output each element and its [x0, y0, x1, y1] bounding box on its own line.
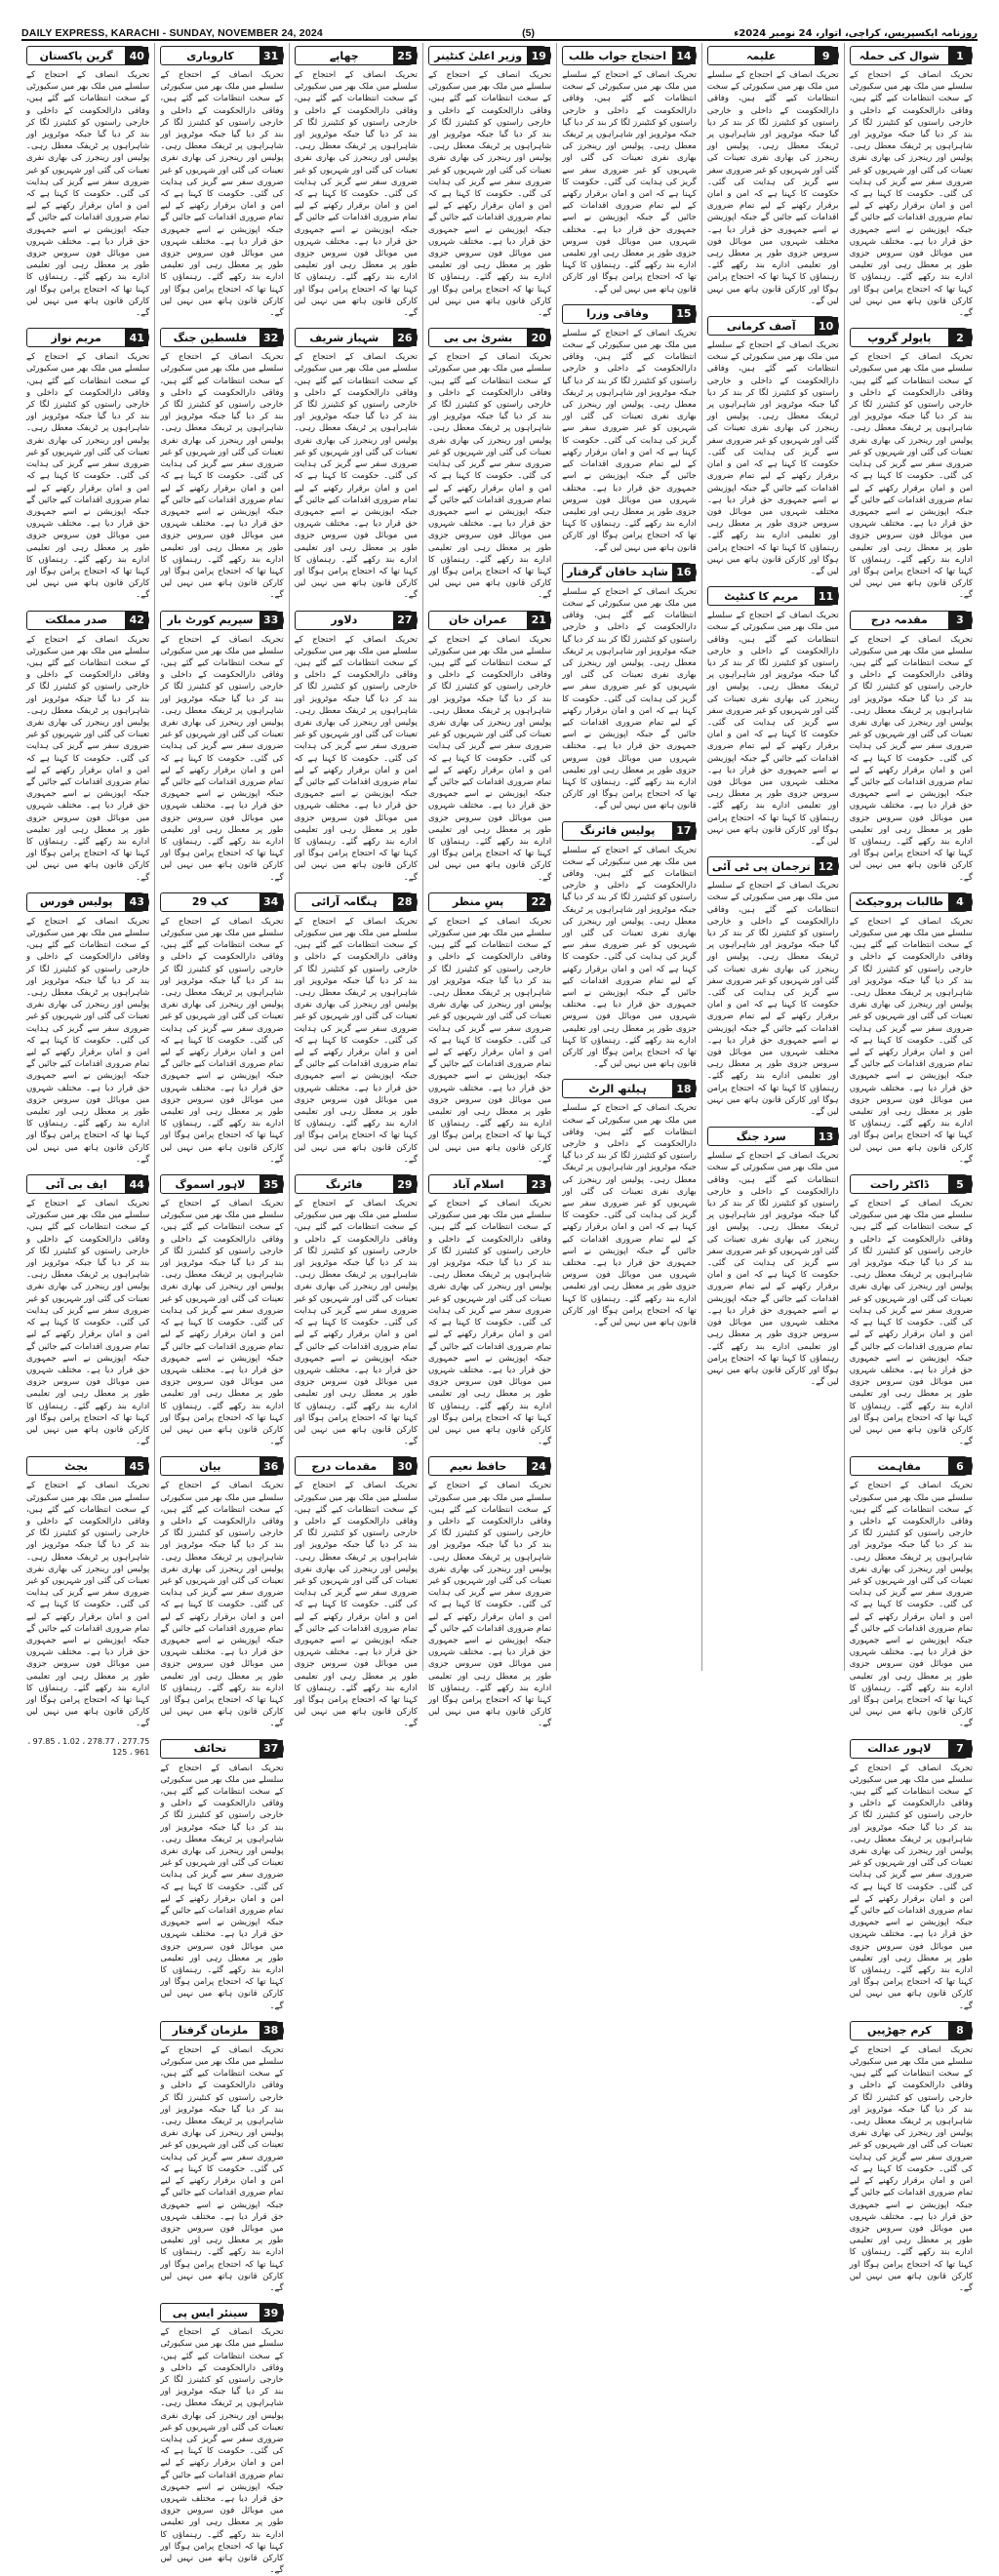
story-body: تحریک انصاف کے احتجاج کے سلسلے میں ملک بھر میں سکیورٹی کے سخت انتظامات کیے گئے ہیں، وفاقی دارالحکومت کے داخلی و خارجی راستوں کو کنٹینرز لگا کر بند کر دیا گیا جبکہ موٹرویز اور شاہراہوں پر ٹریفک معطل رہی۔ پولیس اور رینجرز کی بھاری نفری تعینات کی گئی اور شہریوں کو غیر ضروری سفر سے گریز کی ہدایت کی گئی۔ حکومت کا کہنا ہے کہ امن و امان برقرار رکھنے کے لیے تمام ضروری اقدامات کیے جائیں گے جبکہ اپوزیشن نے اسے جمہوری حق قرار دیا ہے۔ مختلف شہروں میں موبائل فون سروس جزوی طور پر معطل رہی اور تعلیمی ادارے بند رکھے گئے۔ رہنماؤں کا کہنا تھا کہ احتجاج پرامن ہوگا اور کارکن قانون ہاتھ میں نہیں لیں گے۔: [706, 881, 839, 1118]
story-title: وزیر اعلیٰ کنٹینر: [434, 49, 523, 62]
story-body: تحریک انصاف کے احتجاج کے سلسلے میں ملک بھر میں سکیورٹی کے سخت انتظامات کیے گئے ہیں، وفاقی دارالحکومت کے داخلی و خارجی راستوں کو کنٹینرز لگا کر بند کر دیا گیا جبکہ موٹرویز اور شاہراہوں پر ٹریفک معطل رہی۔ پولیس اور رینجرز کی بھاری نفری تعینات کی گئی اور شہریوں کو غیر ضروری سفر سے گریز کی ہدایت کی گئی۔ حکومت کا کہنا ہے کہ امن و امان برقرار رکھنے کے لیے تمام ضروری اقدامات کیے جائیں گے جبکہ اپوزیشن نے اسے جمہوری حق قرار دیا ہے۔ مختلف شہروں میں موبائل فون سروس جزوی طور پر معطل رہی اور تعلیمی ادارے بند رکھے گئے۔ رہنماؤں کا کہنا تھا کہ احتجاج پرامن ہوگا اور کارکن قانون ہاتھ میں نہیں لیں گے۔: [294, 916, 418, 1165]
news-story: [850, 608, 973, 884]
story-header: [295, 328, 418, 347]
story-number: 35: [260, 1175, 283, 1193]
news-story: [428, 1453, 551, 1729]
masthead: [21, 18, 978, 41]
story-body: تحریک انصاف کے احتجاج کے سلسلے میں ملک بھر میں سکیورٹی کے سخت انتظامات کیے گئے ہیں، وفاقی دارالحکومت کے داخلی و خارجی راستوں کو کنٹینرز لگا کر بند کر دیا گیا جبکہ موٹرویز اور شاہراہوں پر ٹریفک معطل رہی۔ پولیس اور رینجرز کی بھاری نفری تعینات کی گئی اور شہریوں کو غیر ضروری سفر سے گریز کی ہدایت کی گئی۔ حکومت کا کہنا ہے کہ امن و امان برقرار رکھنے کے لیے تمام ضروری اقدامات کیے جائیں گے جبکہ اپوزیشن نے اسے جمہوری حق قرار دیا ہے۔ مختلف شہروں میں موبائل فون سروس جزوی طور پر معطل رہی اور تعلیمی ادارے بند رکھے گئے۔ رہنماؤں کا کہنا تھا کہ احتجاج پرامن ہوگا اور کارکن قانون ہاتھ میں نہیں لیں گے۔: [706, 340, 839, 576]
story-number: 37: [260, 1740, 283, 1758]
story-body: تحریک انصاف کے احتجاج کے سلسلے میں ملک بھر میں سکیورٹی کے سخت انتظامات کیے گئے ہیں، وفاقی دارالحکومت کے داخلی و خارجی راستوں کو کنٹینرز لگا کر بند کر دیا گیا جبکہ موٹرویز اور شاہراہوں پر ٹریفک معطل رہی۔ پولیس اور رینجرز کی بھاری نفری تعینات کی گئی اور شہریوں کو غیر ضروری سفر سے گریز کی ہدایت کی گئی۔ حکومت کا کہنا ہے کہ امن و امان برقرار رکھنے کے لیے تمام ضروری اقدامات کیے جائیں گے جبکہ اپوزیشن نے اسے جمہوری حق قرار دیا ہے۔ مختلف شہروں میں موبائل فون سروس جزوی طور پر معطل رہی اور تعلیمی ادارے بند رکھے گئے۔ رہنماؤں کا کہنا تھا کہ احتجاج پرامن ہوگا اور کارکن قانون ہاتھ میں نہیں لیں گے۔: [294, 352, 418, 601]
story-header: [160, 611, 283, 630]
story-header: [562, 304, 697, 324]
story-header: [26, 892, 149, 912]
story-title: ایف بی آئی: [45, 1177, 107, 1191]
news-story: [160, 1736, 283, 2012]
story-number: 32: [260, 329, 283, 346]
story-number: 7: [948, 1740, 972, 1758]
story-header: [850, 1739, 973, 1759]
news-story: [428, 43, 551, 319]
story-title: پولیس فائرنگ: [579, 824, 656, 838]
news-story: [26, 1453, 149, 1729]
news-story: [562, 818, 697, 1071]
news-story: [428, 325, 551, 601]
story-header: [707, 856, 839, 876]
news-story: [160, 1453, 283, 1729]
story-header: [850, 1174, 973, 1194]
story-body: تحریک انصاف کے احتجاج کے سلسلے میں ملک بھر میں سکیورٹی کے سخت انتظامات کیے گئے ہیں، وفاقی دارالحکومت کے داخلی و خارجی راستوں کو کنٹینرز لگا کر بند کر دیا گیا جبکہ موٹرویز اور شاہراہوں پر ٹریفک معطل رہی۔ پولیس اور رینجرز کی بھاری نفری تعینات کی گئی اور شہریوں کو غیر ضروری سفر سے گریز کی ہدایت کی گئی۔ حکومت کا کہنا ہے کہ امن و امان برقرار رکھنے کے لیے تمام ضروری اقدامات کیے جائیں گے جبکہ اپوزیشن نے اسے جمہوری حق قرار دیا ہے۔ مختلف شہروں میں موبائل فون سروس جزوی طور پر معطل رہی اور تعلیمی ادارے بند رکھے گئے۔ رہنماؤں کا کہنا تھا کہ احتجاج پرامن ہوگا اور کارکن قانون ہاتھ میں نہیں لیں گے۔: [294, 70, 418, 319]
story-number: 44: [125, 1175, 148, 1193]
news-story: [562, 43, 697, 296]
news-column: [556, 43, 701, 1671]
story-number: 11: [815, 587, 838, 605]
story-title: ہنگامہ آرائی: [310, 895, 378, 909]
market-figures: 277.75 ، 278.77 ، 1.02 ، 97.85 ، 961 ، 125: [27, 1736, 150, 1757]
story-header: [26, 46, 149, 65]
story-body: تحریک انصاف کے احتجاج کے سلسلے میں ملک بھر میں سکیورٹی کے سخت انتظامات کیے گئے ہیں، وفاقی دارالحکومت کے داخلی و خارجی راستوں کو کنٹینرز لگا کر بند کر دیا گیا جبکہ موٹرویز اور شاہراہوں پر ٹریفک معطل رہی۔ پولیس اور رینجرز کی بھاری نفری تعینات کی گئی اور شہریوں کو غیر ضروری سفر سے گریز کی ہدایت کی گئی۔ حکومت کا کہنا ہے کہ امن و امان برقرار رکھنے کے لیے تمام ضروری اقدامات کیے جائیں گے جبکہ اپوزیشن نے اسے جمہوری حق قرار دیا ہے۔ مختلف شہروں میں موبائل فون سروس جزوی طور پر معطل رہی اور تعلیمی ادارے بند رکھے گئے۔ رہنماؤں کا کہنا تھا کہ احتجاج پرامن ہوگا اور کارکن قانون ہاتھ میں نہیں لیں گے۔: [26, 916, 150, 1165]
story-number: 38: [260, 2022, 283, 2040]
story-body: تحریک انصاف کے احتجاج کے سلسلے میں ملک بھر میں سکیورٹی کے سخت انتظامات کیے گئے ہیں، وفاقی دارالحکومت کے داخلی و خارجی راستوں کو کنٹینرز لگا کر بند کر دیا گیا جبکہ موٹرویز اور شاہراہوں پر ٹریفک معطل رہی۔ پولیس اور رینجرز کی بھاری نفری تعینات کی گئی اور شہریوں کو غیر ضروری سفر سے گریز کی ہدایت کی گئی۔ حکومت کا کہنا ہے کہ امن و امان برقرار رکھنے کے لیے تمام ضروری اقدامات کیے جائیں گے جبکہ اپوزیشن نے اسے جمہوری حق قرار دیا ہے۔ مختلف شہروں میں موبائل فون سروس جزوی طور پر معطل رہی اور تعلیمی ادارے بند رکھے گئے۔ رہنماؤں کا کہنا تھا کہ احتجاج پرامن ہوگا اور کارکن قانون ہاتھ میں نہیں لیں گے۔: [26, 70, 150, 319]
news-story: [850, 1736, 973, 2012]
story-body: تحریک انصاف کے احتجاج کے سلسلے میں ملک بھر میں سکیورٹی کے سخت انتظامات کیے گئے ہیں، وفاقی دارالحکومت کے داخلی و خارجی راستوں کو کنٹینرز لگا کر بند کر دیا گیا جبکہ موٹرویز اور شاہراہوں پر ٹریفک معطل رہی۔ پولیس اور رینجرز کی بھاری نفری تعینات کی گئی اور شہریوں کو غیر ضروری سفر سے گریز کی ہدایت کی گئی۔ حکومت کا کہنا ہے کہ امن و امان برقرار رکھنے کے لیے تمام ضروری اقدامات کیے جائیں گے جبکہ اپوزیشن نے اسے جمہوری حق قرار دیا ہے۔ مختلف شہروں میں موبائل فون سروس جزوی طور پر معطل رہی اور تعلیمی ادارے بند رکھے گئے۔ رہنماؤں کا کہنا تھا کہ احتجاج پرامن ہوگا اور کارکن قانون ہاتھ میں نہیں لیں گے۔: [706, 611, 839, 847]
story-title: ڈاکٹر راحت: [869, 1177, 929, 1191]
story-header: [850, 46, 973, 65]
story-title: عمران خان: [449, 614, 508, 627]
news-column: [422, 43, 556, 1729]
story-header: [707, 316, 839, 336]
story-header: [160, 892, 283, 912]
news-story: [428, 890, 551, 1166]
story-body: تحریک انصاف کے احتجاج کے سلسلے میں ملک بھر میں سکیورٹی کے سخت انتظامات کیے گئے ہیں، وفاقی دارالحکومت کے داخلی و خارجی راستوں کو کنٹینرز لگا کر بند کر دیا گیا جبکہ موٹرویز اور شاہراہوں پر ٹریفک معطل رہی۔ پولیس اور رینجرز کی بھاری نفری تعینات کی گئی اور شہریوں کو غیر ضروری سفر سے گریز کی ہدایت کی گئی۔ حکومت کا کہنا ہے کہ امن و امان برقرار رکھنے کے لیے تمام ضروری اقدامات کیے جائیں گے جبکہ اپوزیشن نے اسے جمہوری حق قرار دیا ہے۔ مختلف شہروں میں موبائل فون سروس جزوی طور پر معطل رہی اور تعلیمی ادارے بند رکھے گئے۔ رہنماؤں کا کہنا تھا کہ احتجاج پرامن ہوگا اور کارکن قانون ہاتھ میں نہیں لیں گے۔: [160, 2044, 284, 2293]
story-title: احتجاج جواب طلب: [569, 49, 667, 62]
story-header: [428, 892, 551, 912]
story-body: تحریک انصاف کے احتجاج کے سلسلے میں ملک بھر میں سکیورٹی کے سخت انتظامات کیے گئے ہیں، وفاقی دارالحکومت کے داخلی و خارجی راستوں کو کنٹینرز لگا کر بند کر دیا گیا جبکہ موٹرویز اور شاہراہوں پر ٹریفک معطل رہی۔ پولیس اور رینجرز کی بھاری نفری تعینات کی گئی اور شہریوں کو غیر ضروری سفر سے گریز کی ہدایت کی گئی۔ حکومت کا کہنا ہے کہ امن و امان برقرار رکھنے کے لیے تمام ضروری اقدامات کیے جائیں گے جبکہ اپوزیشن نے اسے جمہوری حق قرار دیا ہے۔ مختلف شہروں میں موبائل فون سروس جزوی طور پر معطل رہی اور تعلیمی ادارے بند رکھے گئے۔ رہنماؤں کا کہنا تھا کہ احتجاج پرامن ہوگا اور کارکن قانون ہاتھ میں نہیں لیں گے۔: [427, 70, 552, 319]
story-header: [850, 2021, 973, 2041]
news-story: [160, 325, 283, 601]
story-body: تحریک انصاف کے احتجاج کے سلسلے میں ملک بھر میں سکیورٹی کے سخت انتظامات کیے گئے ہیں، وفاقی دارالحکومت کے داخلی و خارجی راستوں کو کنٹینرز لگا کر بند کر دیا گیا جبکہ موٹرویز اور شاہراہوں پر ٹریفک معطل رہی۔ پولیس اور رینجرز کی بھاری نفری تعینات کی گئی اور شہریوں کو غیر ضروری سفر سے گریز کی ہدایت کی گئی۔ حکومت کا کہنا ہے کہ امن و امان برقرار رکھنے کے لیے تمام ضروری اقدامات کیے جائیں گے جبکہ اپوزیشن نے اسے جمہوری حق قرار دیا ہے۔ مختلف شہروں میں موبائل فون سروس جزوی طور پر معطل رہی اور تعلیمی ادارے بند رکھے گئے۔ رہنماؤں کا کہنا تھا کہ احتجاج پرامن ہوگا اور کارکن قانون ہاتھ میں نہیں لیں گے۔: [562, 1103, 697, 1328]
news-story: [26, 1171, 149, 1447]
story-number: 2: [948, 329, 972, 346]
story-body: تحریک انصاف کے احتجاج کے سلسلے میں ملک بھر میں سکیورٹی کے سخت انتظامات کیے گئے ہیں، وفاقی دارالحکومت کے داخلی و خارجی راستوں کو کنٹینرز لگا کر بند کر دیا گیا جبکہ موٹرویز اور شاہراہوں پر ٹریفک معطل رہی۔ پولیس اور رینجرز کی بھاری نفری تعینات کی گئی اور شہریوں کو غیر ضروری سفر سے گریز کی ہدایت کی گئی۔ حکومت کا کہنا ہے کہ امن و امان برقرار رکھنے کے لیے تمام ضروری اقدامات کیے جائیں گے جبکہ اپوزیشن نے اسے جمہوری حق قرار دیا ہے۔ مختلف شہروں میں موبائل فون سروس جزوی طور پر معطل رہی اور تعلیمی ادارے بند رکھے گئے۔ رہنماؤں کا کہنا تھا کہ احتجاج پرامن ہوگا اور کارکن قانون ہاتھ میں نہیں لیں گے۔: [562, 586, 697, 812]
story-header: [562, 46, 697, 65]
news-story: [26, 890, 149, 1166]
news-story: [850, 1453, 973, 1729]
story-title: شوال کی حملہ: [859, 49, 940, 62]
story-number: 27: [393, 612, 417, 629]
story-header: [850, 611, 973, 630]
story-title: پسِ منظر: [452, 895, 504, 909]
news-story: [295, 890, 418, 1166]
story-header: [160, 328, 283, 347]
story-number: 16: [672, 564, 696, 581]
story-header: [26, 328, 149, 347]
story-body: تحریک انصاف کے احتجاج کے سلسلے میں ملک بھر میں سکیورٹی کے سخت انتظامات کیے گئے ہیں، وفاقی دارالحکومت کے داخلی و خارجی راستوں کو کنٹینرز لگا کر بند کر دیا گیا جبکہ موٹرویز اور شاہراہوں پر ٹریفک معطل رہی۔ پولیس اور رینجرز کی بھاری نفری تعینات کی گئی اور شہریوں کو غیر ضروری سفر سے گریز کی ہدایت کی گئی۔ حکومت کا کہنا ہے کہ امن و امان برقرار رکھنے کے لیے تمام ضروری اقدامات کیے جائیں گے جبکہ اپوزیشن نے اسے جمہوری حق قرار دیا ہے۔ مختلف شہروں میں موبائل فون سروس جزوی طور پر معطل رہی اور تعلیمی ادارے بند رکھے گئے۔ رہنماؤں کا کہنا تھا کہ احتجاج پرامن ہوگا اور کارکن قانون ہاتھ میں نہیں لیں گے۔: [160, 1481, 284, 1729]
story-number: 13: [815, 1128, 838, 1145]
story-number: 31: [260, 47, 283, 64]
story-body: تحریک انصاف کے احتجاج کے سلسلے میں ملک بھر میں سکیورٹی کے سخت انتظامات کیے گئے ہیں، وفاقی دارالحکومت کے داخلی و خارجی راستوں کو کنٹینرز لگا کر بند کر دیا گیا جبکہ موٹرویز اور شاہراہوں پر ٹریفک معطل رہی۔ پولیس اور رینجرز کی بھاری نفری تعینات کی گئی اور شہریوں کو غیر ضروری سفر سے گریز کی ہدایت کی گئی۔ حکومت کا کہنا ہے کہ امن و امان برقرار رکھنے کے لیے تمام ضروری اقدامات کیے جائیں گے جبکہ اپوزیشن نے اسے جمہوری حق قرار دیا ہے۔ مختلف شہروں میں موبائل فون سروس جزوی طور پر معطل رہی اور تعلیمی ادارے بند رکھے گئے۔ رہنماؤں کا کہنا تھا کہ احتجاج پرامن ہوگا اور کارکن قانون ہاتھ میں نہیں لیں گے۔: [160, 1199, 284, 1447]
story-number: 4: [948, 893, 972, 911]
story-title: کپ 29: [191, 895, 229, 909]
news-story: [295, 325, 418, 601]
story-title: شہباز شریف: [309, 331, 380, 344]
story-header: [428, 328, 551, 347]
story-number: 25: [393, 47, 417, 64]
story-number: 1: [948, 47, 972, 64]
story-title: مقدمہ درج: [870, 614, 928, 627]
masthead-urdu-date: روزنامہ ایکسپریس، کراچی، اتوار، 24 نومبر 2024ء: [734, 28, 978, 39]
story-body: تحریک انصاف کے احتجاج کے سلسلے میں ملک بھر میں سکیورٹی کے سخت انتظامات کیے گئے ہیں، وفاقی دارالحکومت کے داخلی و خارجی راستوں کو کنٹینرز لگا کر بند کر دیا گیا جبکہ موٹرویز اور شاہراہوں پر ٹریفک معطل رہی۔ پولیس اور رینجرز کی بھاری نفری تعینات کی گئی اور شہریوں کو غیر ضروری سفر سے گریز کی ہدایت کی گئی۔ حکومت کا کہنا ہے کہ امن و امان برقرار رکھنے کے لیے تمام ضروری اقدامات کیے جائیں گے جبکہ اپوزیشن نے اسے جمہوری حق قرار دیا ہے۔ مختلف شہروں میں موبائل فون سروس جزوی طور پر معطل رہی اور تعلیمی ادارے بند رکھے گئے۔ رہنماؤں کا کہنا تھا کہ احتجاج پرامن ہوگا اور کارکن قانون ہاتھ میں نہیں لیں گے۔: [427, 634, 552, 883]
story-number: 3: [948, 612, 972, 629]
news-column: [701, 43, 844, 1671]
news-story: [850, 890, 973, 1166]
story-body: تحریک انصاف کے احتجاج کے سلسلے میں ملک بھر میں سکیورٹی کے سخت انتظامات کیے گئے ہیں، وفاقی دارالحکومت کے داخلی و خارجی راستوں کو کنٹینرز لگا کر بند کر دیا گیا جبکہ موٹرویز اور شاہراہوں پر ٹریفک معطل رہی۔ پولیس اور رینجرز کی بھاری نفری تعینات کی گئی اور شہریوں کو غیر ضروری سفر سے گریز کی ہدایت کی گئی۔ حکومت کا کہنا ہے کہ امن و امان برقرار رکھنے کے لیے تمام ضروری اقدامات کیے جائیں گے جبکہ اپوزیشن نے اسے جمہوری حق قرار دیا ہے۔ مختلف شہروں میں موبائل فون سروس جزوی طور پر معطل رہی اور تعلیمی ادارے بند رکھے گئے۔ رہنماؤں کا کہنا تھا کہ احتجاج پرامن ہوگا اور کارکن قانون ہاتھ میں نہیں لیں گے۔: [294, 634, 418, 883]
news-story: [707, 583, 839, 848]
story-body: تحریک انصاف کے احتجاج کے سلسلے میں ملک بھر میں سکیورٹی کے سخت انتظامات کیے گئے ہیں، وفاقی دارالحکومت کے داخلی و خارجی راستوں کو کنٹینرز لگا کر بند کر دیا گیا جبکہ موٹرویز اور شاہراہوں پر ٹریفک معطل رہی۔ پولیس اور رینجرز کی بھاری نفری تعینات کی گئی اور شہریوں کو غیر ضروری سفر سے گریز کی ہدایت کی گئی۔ حکومت کا کہنا ہے کہ امن و امان برقرار رکھنے کے لیے تمام ضروری اقدامات کیے جائیں گے جبکہ اپوزیشن نے اسے جمہوری حق قرار دیا ہے۔ مختلف شہروں میں موبائل فون سروس جزوی طور پر معطل رہی اور تعلیمی ادارے بند رکھے گئے۔ رہنماؤں کا کہنا تھا کہ احتجاج پرامن ہوگا اور کارکن قانون ہاتھ میں نہیں لیں گے۔: [849, 1763, 973, 2011]
story-header: [428, 1456, 551, 1476]
story-header: [707, 586, 839, 606]
story-body: تحریک انصاف کے احتجاج کے سلسلے میں ملک بھر میں سکیورٹی کے سخت انتظامات کیے گئے ہیں، وفاقی دارالحکومت کے داخلی و خارجی راستوں کو کنٹینرز لگا کر بند کر دیا گیا جبکہ موٹرویز اور شاہراہوں پر ٹریفک معطل رہی۔ پولیس اور رینجرز کی بھاری نفری تعینات کی گئی اور شہریوں کو غیر ضروری سفر سے گریز کی ہدایت کی گئی۔ حکومت کا کہنا ہے کہ امن و امان برقرار رکھنے کے لیے تمام ضروری اقدامات کیے جائیں گے جبکہ اپوزیشن نے اسے جمہوری حق قرار دیا ہے۔ مختلف شہروں میں موبائل فون سروس جزوی طور پر معطل رہی اور تعلیمی ادارے بند رکھے گئے۔ رہنماؤں کا کہنا تھا کہ احتجاج پرامن ہوگا اور کارکن قانون ہاتھ میں نہیں لیں گے۔: [849, 352, 973, 601]
story-number: 28: [393, 893, 417, 911]
story-header: [295, 611, 418, 630]
story-header: [160, 1456, 283, 1476]
story-title: بشریٰ بی بی: [443, 331, 513, 344]
story-header: [26, 1456, 149, 1476]
story-number: 42: [125, 612, 148, 629]
story-header: [160, 1174, 283, 1194]
news-story: [160, 2300, 283, 2576]
news-story: [562, 1076, 697, 1328]
story-body: تحریک انصاف کے احتجاج کے سلسلے میں ملک بھر میں سکیورٹی کے سخت انتظامات کیے گئے ہیں، وفاقی دارالحکومت کے داخلی و خارجی راستوں کو کنٹینرز لگا کر بند کر دیا گیا جبکہ موٹرویز اور شاہراہوں پر ٹریفک معطل رہی۔ پولیس اور رینجرز کی بھاری نفری تعینات کی گئی اور شہریوں کو غیر ضروری سفر سے گریز کی ہدایت کی گئی۔ حکومت کا کہنا ہے کہ امن و امان برقرار رکھنے کے لیے تمام ضروری اقدامات کیے جائیں گے جبکہ اپوزیشن نے اسے جمہوری حق قرار دیا ہے۔ مختلف شہروں میں موبائل فون سروس جزوی طور پر معطل رہی اور تعلیمی ادارے بند رکھے گئے۔ رہنماؤں کا کہنا تھا کہ احتجاج پرامن ہوگا اور کارکن قانون ہاتھ میں نہیں لیں گے۔: [160, 352, 284, 601]
story-title: پولیس فورس: [39, 895, 113, 909]
story-number: 12: [815, 857, 838, 875]
story-number: 33: [260, 612, 283, 629]
story-header: [160, 46, 283, 65]
news-story: [295, 43, 418, 319]
story-title: سپریم کورٹ بار: [167, 614, 254, 627]
story-number: 39: [260, 2304, 283, 2321]
story-header: [26, 611, 149, 630]
story-title: مقدمات درج: [311, 1459, 378, 1473]
story-header: [850, 892, 973, 912]
story-body: تحریک انصاف کے احتجاج کے سلسلے میں ملک بھر میں سکیورٹی کے سخت انتظامات کیے گئے ہیں، وفاقی دارالحکومت کے داخلی و خارجی راستوں کو کنٹینرز لگا کر بند کر دیا گیا جبکہ موٹرویز اور شاہراہوں پر ٹریفک معطل رہی۔ پولیس اور رینجرز کی بھاری نفری تعینات کی گئی اور شہریوں کو غیر ضروری سفر سے گریز کی ہدایت کی گئی۔ حکومت کا کہنا ہے کہ امن و امان برقرار رکھنے کے لیے تمام ضروری اقدامات کیے جائیں گے جبکہ اپوزیشن نے اسے جمہوری حق قرار دیا ہے۔ مختلف شہروں میں موبائل فون سروس جزوی طور پر معطل رہی اور تعلیمی ادارے بند رکھے گئے۔ رہنماؤں کا کہنا تھا کہ احتجاج پرامن ہوگا اور کارکن قانون ہاتھ میں نہیں لیں گے۔: [160, 70, 284, 319]
news-column: [21, 43, 154, 1757]
story-number: 34: [260, 893, 283, 911]
story-title: دلاور: [331, 614, 358, 627]
story-title: پاپولر گروپ: [867, 331, 932, 344]
story-title: ترجمان پی ٹی آئی: [711, 859, 811, 873]
story-header: [562, 1079, 697, 1098]
news-story: [160, 1171, 283, 1447]
story-body: تحریک انصاف کے احتجاج کے سلسلے میں ملک بھر میں سکیورٹی کے سخت انتظامات کیے گئے ہیں، وفاقی دارالحکومت کے داخلی و خارجی راستوں کو کنٹینرز لگا کر بند کر دیا گیا جبکہ موٹرویز اور شاہراہوں پر ٹریفک معطل رہی۔ پولیس اور رینجرز کی بھاری نفری تعینات کی گئی اور شہریوں کو غیر ضروری سفر سے گریز کی ہدایت کی گئی۔ حکومت کا کہنا ہے کہ امن و امان برقرار رکھنے کے لیے تمام ضروری اقدامات کیے جائیں گے جبکہ اپوزیشن نے اسے جمہوری حق قرار دیا ہے۔ مختلف شہروں میں موبائل فون سروس جزوی طور پر معطل رہی اور تعلیمی ادارے بند رکھے گئے۔ رہنماؤں کا کہنا تھا کہ احتجاج پرامن ہوگا اور کارکن قانون ہاتھ میں نہیں لیں گے۔: [427, 1481, 552, 1729]
news-columns: [21, 43, 978, 2576]
story-title: گرین پاکستان: [39, 49, 113, 62]
story-title: بجٹ: [64, 1459, 88, 1473]
story-title: تحائف: [193, 1742, 227, 1756]
story-number: 10: [815, 317, 838, 335]
news-story: [562, 301, 697, 554]
story-body: تحریک انصاف کے احتجاج کے سلسلے میں ملک بھر میں سکیورٹی کے سخت انتظامات کیے گئے ہیں، وفاقی دارالحکومت کے داخلی و خارجی راستوں کو کنٹینرز لگا کر بند کر دیا گیا جبکہ موٹرویز اور شاہراہوں پر ٹریفک معطل رہی۔ پولیس اور رینجرز کی بھاری نفری تعینات کی گئی اور شہریوں کو غیر ضروری سفر سے گریز کی ہدایت کی گئی۔ حکومت کا کہنا ہے کہ امن و امان برقرار رکھنے کے لیے تمام ضروری اقدامات کیے جائیں گے جبکہ اپوزیشن نے اسے جمہوری حق قرار دیا ہے۔ مختلف شہروں میں موبائل فون سروس جزوی طور پر معطل رہی اور تعلیمی ادارے بند رکھے گئے۔ رہنماؤں کا کہنا تھا کہ احتجاج پرامن ہوگا اور کارکن قانون ہاتھ میں نہیں لیں گے۔: [427, 1199, 552, 1447]
story-header: [707, 1127, 839, 1146]
news-story: [295, 608, 418, 884]
story-title: بیان: [199, 1459, 221, 1473]
story-number: 14: [672, 47, 696, 64]
news-story: [26, 43, 149, 319]
masthead-english-date: DAILY EXPRESS, KARACHI - SUNDAY, NOVEMBER 24, 2024: [21, 27, 323, 39]
story-header: [160, 2303, 283, 2322]
news-story: [26, 608, 149, 884]
news-story: [850, 325, 973, 601]
story-header: [562, 821, 697, 841]
news-story: [850, 43, 973, 319]
story-title: علیمہ: [746, 49, 777, 62]
news-story: [160, 608, 283, 884]
story-number: 22: [527, 893, 550, 911]
story-title: حافظ نعیم: [449, 1459, 507, 1473]
story-body: تحریک انصاف کے احتجاج کے سلسلے میں ملک بھر میں سکیورٹی کے سخت انتظامات کیے گئے ہیں، وفاقی دارالحکومت کے داخلی و خارجی راستوں کو کنٹینرز لگا کر بند کر دیا گیا جبکہ موٹرویز اور شاہراہوں پر ٹریفک معطل رہی۔ پولیس اور رینجرز کی بھاری نفری تعینات کی گئی اور شہریوں کو غیر ضروری سفر سے گریز کی ہدایت کی گئی۔ حکومت کا کہنا ہے کہ امن و امان برقرار رکھنے کے لیے تمام ضروری اقدامات کیے جائیں گے جبکہ اپوزیشن نے اسے جمہوری حق قرار دیا ہے۔ مختلف شہروں میں موبائل فون سروس جزوی طور پر معطل رہی اور تعلیمی ادارے بند رکھے گئے۔ رہنماؤں کا کہنا تھا کہ احتجاج پرامن ہوگا اور کارکن قانون ہاتھ میں نہیں لیں گے۔: [849, 1481, 973, 1729]
story-header: [295, 892, 418, 912]
story-header: [160, 2021, 283, 2041]
story-body: تحریک انصاف کے احتجاج کے سلسلے میں ملک بھر میں سکیورٹی کے سخت انتظامات کیے گئے ہیں، وفاقی دارالحکومت کے داخلی و خارجی راستوں کو کنٹینرز لگا کر بند کر دیا گیا جبکہ موٹرویز اور شاہراہوں پر ٹریفک معطل رہی۔ پولیس اور رینجرز کی بھاری نفری تعینات کی گئی اور شہریوں کو غیر ضروری سفر سے گریز کی ہدایت کی گئی۔ حکومت کا کہنا ہے کہ امن و امان برقرار رکھنے کے لیے تمام ضروری اقدامات کیے جائیں گے جبکہ اپوزیشن نے اسے جمہوری حق قرار دیا ہے۔ مختلف شہروں میں موبائل فون سروس جزوی طور پر معطل رہی اور تعلیمی ادارے بند رکھے گئے۔ رہنماؤں کا کہنا تھا کہ احتجاج پرامن ہوگا اور کارکن قانون ہاتھ میں نہیں لیں گے۔: [706, 70, 839, 306]
news-column: [154, 43, 288, 2576]
news-column: [844, 43, 978, 2293]
story-header: [850, 1456, 973, 1476]
story-number: 5: [948, 1175, 972, 1193]
story-title: سینئر ایس پی: [172, 2306, 249, 2319]
story-title: لاہور عدالت: [867, 1742, 932, 1756]
story-title: صدر مملکت: [45, 614, 108, 627]
story-number: 40: [125, 47, 148, 64]
story-number: 9: [815, 47, 838, 64]
story-title: آصف کرمانی: [726, 319, 796, 333]
story-title: فلسطین جنگ: [173, 331, 248, 344]
story-body: تحریک انصاف کے احتجاج کے سلسلے میں ملک بھر میں سکیورٹی کے سخت انتظامات کیے گئے ہیں، وفاقی دارالحکومت کے داخلی و خارجی راستوں کو کنٹینرز لگا کر بند کر دیا گیا جبکہ موٹرویز اور شاہراہوں پر ٹریفک معطل رہی۔ پولیس اور رینجرز کی بھاری نفری تعینات کی گئی اور شہریوں کو غیر ضروری سفر سے گریز کی ہدایت کی گئی۔ حکومت کا کہنا ہے کہ امن و امان برقرار رکھنے کے لیے تمام ضروری اقدامات کیے جائیں گے جبکہ اپوزیشن نے اسے جمہوری حق قرار دیا ہے۔ مختلف شہروں میں موبائل فون سروس جزوی طور پر معطل رہی اور تعلیمی ادارے بند رکھے گئے۔ رہنماؤں کا کہنا تھا کہ احتجاج پرامن ہوگا اور کارکن قانون ہاتھ میں نہیں لیں گے۔: [849, 1199, 973, 1447]
news-story: [850, 2018, 973, 2294]
story-body: تحریک انصاف کے احتجاج کے سلسلے میں ملک بھر میں سکیورٹی کے سخت انتظامات کیے گئے ہیں، وفاقی دارالحکومت کے داخلی و خارجی راستوں کو کنٹینرز لگا کر بند کر دیا گیا جبکہ موٹرویز اور شاہراہوں پر ٹریفک معطل رہی۔ پولیس اور رینجرز کی بھاری نفری تعینات کی گئی اور شہریوں کو غیر ضروری سفر سے گریز کی ہدایت کی گئی۔ حکومت کا کہنا ہے کہ امن و امان برقرار رکھنے کے لیے تمام ضروری اقدامات کیے جائیں گے جبکہ اپوزیشن نے اسے جمہوری حق قرار دیا ہے۔ مختلف شہروں میں موبائل فون سروس جزوی طور پر معطل رہی اور تعلیمی ادارے بند رکھے گئے۔ رہنماؤں کا کہنا تھا کہ احتجاج پرامن ہوگا اور کارکن قانون ہاتھ میں نہیں لیں گے۔: [427, 352, 552, 601]
story-body: تحریک انصاف کے احتجاج کے سلسلے میں ملک بھر میں سکیورٹی کے سخت انتظامات کیے گئے ہیں، وفاقی دارالحکومت کے داخلی و خارجی راستوں کو کنٹینرز لگا کر بند کر دیا گیا جبکہ موٹرویز اور شاہراہوں پر ٹریفک معطل رہی۔ پولیس اور رینجرز کی بھاری نفری تعینات کی گئی اور شہریوں کو غیر ضروری سفر سے گریز کی ہدایت کی گئی۔ حکومت کا کہنا ہے کہ امن و امان برقرار رکھنے کے لیے تمام ضروری اقدامات کیے جائیں گے جبکہ اپوزیشن نے اسے جمہوری حق قرار دیا ہے۔ مختلف شہروں میں موبائل فون سروس جزوی طور پر معطل رہی اور تعلیمی ادارے بند رکھے گئے۔ رہنماؤں کا کہنا تھا کہ احتجاج پرامن ہوگا اور کارکن قانون ہاتھ میں نہیں لیں گے۔: [160, 916, 284, 1165]
news-story: [295, 1453, 418, 1729]
story-number: 41: [125, 329, 148, 346]
story-header: [295, 1456, 418, 1476]
story-body: تحریک انصاف کے احتجاج کے سلسلے میں ملک بھر میں سکیورٹی کے سخت انتظامات کیے گئے ہیں، وفاقی دارالحکومت کے داخلی و خارجی راستوں کو کنٹینرز لگا کر بند کر دیا گیا جبکہ موٹرویز اور شاہراہوں پر ٹریفک معطل رہی۔ پولیس اور رینجرز کی بھاری نفری تعینات کی گئی اور شہریوں کو غیر ضروری سفر سے گریز کی ہدایت کی گئی۔ حکومت کا کہنا ہے کہ امن و امان برقرار رکھنے کے لیے تمام ضروری اقدامات کیے جائیں گے جبکہ اپوزیشن نے اسے جمہوری حق قرار دیا ہے۔ مختلف شہروں میں موبائل فون سروس جزوی طور پر معطل رہی اور تعلیمی ادارے بند رکھے گئے۔ رہنماؤں کا کہنا تھا کہ احتجاج پرامن ہوگا اور کارکن قانون ہاتھ میں نہیں لیں گے۔: [294, 1199, 418, 1447]
story-body: تحریک انصاف کے احتجاج کے سلسلے میں ملک بھر میں سکیورٹی کے سخت انتظامات کیے گئے ہیں، وفاقی دارالحکومت کے داخلی و خارجی راستوں کو کنٹینرز لگا کر بند کر دیا گیا جبکہ موٹرویز اور شاہراہوں پر ٹریفک معطل رہی۔ پولیس اور رینجرز کی بھاری نفری تعینات کی گئی اور شہریوں کو غیر ضروری سفر سے گریز کی ہدایت کی گئی۔ حکومت کا کہنا ہے کہ امن و امان برقرار رکھنے کے لیے تمام ضروری اقدامات کیے جائیں گے جبکہ اپوزیشن نے اسے جمہوری حق قرار دیا ہے۔ مختلف شہروں میں موبائل فون سروس جزوی طور پر معطل رہی اور تعلیمی ادارے بند رکھے گئے۔ رہنماؤں کا کہنا تھا کہ احتجاج پرامن ہوگا اور کارکن قانون ہاتھ میں نہیں لیں گے۔: [849, 634, 973, 883]
story-number: 29: [393, 1175, 417, 1193]
story-body: تحریک انصاف کے احتجاج کے سلسلے میں ملک بھر میں سکیورٹی کے سخت انتظامات کیے گئے ہیں، وفاقی دارالحکومت کے داخلی و خارجی راستوں کو کنٹینرز لگا کر بند کر دیا گیا جبکہ موٹرویز اور شاہراہوں پر ٹریفک معطل رہی۔ پولیس اور رینجرز کی بھاری نفری تعینات کی گئی اور شہریوں کو غیر ضروری سفر سے گریز کی ہدایت کی گئی۔ حکومت کا کہنا ہے کہ امن و امان برقرار رکھنے کے لیے تمام ضروری اقدامات کیے جائیں گے جبکہ اپوزیشن نے اسے جمہوری حق قرار دیا ہے۔ مختلف شہروں میں موبائل فون سروس جزوی طور پر معطل رہی اور تعلیمی ادارے بند رکھے گئے۔ رہنماؤں کا کہنا تھا کہ احتجاج پرامن ہوگا اور کارکن قانون ہاتھ میں نہیں لیں گے۔: [849, 70, 973, 319]
story-header: [26, 1174, 149, 1194]
story-number: 18: [672, 1080, 696, 1097]
story-header: [428, 46, 551, 65]
news-story: [428, 1171, 551, 1447]
page-number: (5): [522, 27, 535, 39]
story-number: 30: [393, 1457, 417, 1475]
story-number: 20: [527, 329, 550, 346]
news-story: [428, 608, 551, 884]
story-title: مریم نواز: [51, 331, 101, 344]
story-title: طالبات پروجیکٹ: [855, 895, 944, 909]
news-story: [160, 43, 283, 319]
news-story: [707, 43, 839, 307]
story-title: سرد جنگ: [736, 1129, 786, 1143]
story-number: 45: [125, 1457, 148, 1475]
story-title: چھاپے: [329, 49, 359, 62]
story-body: تحریک انصاف کے احتجاج کے سلسلے میں ملک بھر میں سکیورٹی کے سخت انتظامات کیے گئے ہیں، وفاقی دارالحکومت کے داخلی و خارجی راستوں کو کنٹینرز لگا کر بند کر دیا گیا جبکہ موٹرویز اور شاہراہوں پر ٹریفک معطل رہی۔ پولیس اور رینجرز کی بھاری نفری تعینات کی گئی اور شہریوں کو غیر ضروری سفر سے گریز کی ہدایت کی گئی۔ حکومت کا کہنا ہے کہ امن و امان برقرار رکھنے کے لیے تمام ضروری اقدامات کیے جائیں گے جبکہ اپوزیشن نے اسے جمہوری حق قرار دیا ہے۔ مختلف شہروں میں موبائل فون سروس جزوی طور پر معطل رہی اور تعلیمی ادارے بند رکھے گئے۔ رہنماؤں کا کہنا تھا کہ احتجاج پرامن ہوگا اور کارکن قانون ہاتھ میں نہیں لیں گے۔: [160, 1763, 284, 2011]
story-header: [295, 46, 418, 65]
story-title: کرم جھڑپیں: [867, 2024, 932, 2038]
story-number: 23: [527, 1175, 550, 1193]
story-number: 43: [125, 893, 148, 911]
news-story: [707, 313, 839, 577]
story-body: تحریک انصاف کے احتجاج کے سلسلے میں ملک بھر میں سکیورٹی کے سخت انتظامات کیے گئے ہیں، وفاقی دارالحکومت کے داخلی و خارجی راستوں کو کنٹینرز لگا کر بند کر دیا گیا جبکہ موٹرویز اور شاہراہوں پر ٹریفک معطل رہی۔ پولیس اور رینجرز کی بھاری نفری تعینات کی گئی اور شہریوں کو غیر ضروری سفر سے گریز کی ہدایت کی گئی۔ حکومت کا کہنا ہے کہ امن و امان برقرار رکھنے کے لیے تمام ضروری اقدامات کیے جائیں گے جبکہ اپوزیشن نے اسے جمہوری حق قرار دیا ہے۔ مختلف شہروں میں موبائل فون سروس جزوی طور پر معطل رہی اور تعلیمی ادارے بند رکھے گئے۔ رہنماؤں کا کہنا تھا کہ احتجاج پرامن ہوگا اور کارکن قانون ہاتھ میں نہیں لیں گے۔: [26, 352, 150, 601]
story-title: اسلام آباد: [452, 1177, 504, 1191]
story-body: تحریک انصاف کے احتجاج کے سلسلے میں ملک بھر میں سکیورٹی کے سخت انتظامات کیے گئے ہیں، وفاقی دارالحکومت کے داخلی و خارجی راستوں کو کنٹینرز لگا کر بند کر دیا گیا جبکہ موٹرویز اور شاہراہوں پر ٹریفک معطل رہی۔ پولیس اور رینجرز کی بھاری نفری تعینات کی گئی اور شہریوں کو غیر ضروری سفر سے گریز کی ہدایت کی گئی۔ حکومت کا کہنا ہے کہ امن و امان برقرار رکھنے کے لیے تمام ضروری اقدامات کیے جائیں گے جبکہ اپوزیشن نے اسے جمہوری حق قرار دیا ہے۔ مختلف شہروں میں موبائل فون سروس جزوی طور پر معطل رہی اور تعلیمی ادارے بند رکھے گئے۔ رہنماؤں کا کہنا تھا کہ احتجاج پرامن ہوگا اور کارکن قانون ہاتھ میں نہیں لیں گے۔: [849, 916, 973, 1165]
story-title: وفاقی وزرا: [586, 307, 649, 321]
story-title: ملزمان گرفتار: [172, 2024, 249, 2038]
story-number: 24: [527, 1457, 550, 1475]
story-header: [850, 328, 973, 347]
story-title: مریم کا کنٹیٹ: [724, 589, 799, 603]
story-body: تحریک انصاف کے احتجاج کے سلسلے میں ملک بھر میں سکیورٹی کے سخت انتظامات کیے گئے ہیں، وفاقی دارالحکومت کے داخلی و خارجی راستوں کو کنٹینرز لگا کر بند کر دیا گیا جبکہ موٹرویز اور شاہراہوں پر ٹریفک معطل رہی۔ پولیس اور رینجرز کی بھاری نفری تعینات کی گئی اور شہریوں کو غیر ضروری سفر سے گریز کی ہدایت کی گئی۔ حکومت کا کہنا ہے کہ امن و امان برقرار رکھنے کے لیے تمام ضروری اقدامات کیے جائیں گے جبکہ اپوزیشن نے اسے جمہوری حق قرار دیا ہے۔ مختلف شہروں میں موبائل فون سروس جزوی طور پر معطل رہی اور تعلیمی ادارے بند رکھے گئے۔ رہنماؤں کا کہنا تھا کہ احتجاج پرامن ہوگا اور کارکن قانون ہاتھ میں نہیں لیں گے۔: [706, 1151, 839, 1388]
story-title: لاہور اسموگ: [175, 1177, 246, 1191]
news-story: [160, 890, 283, 1166]
story-body: تحریک انصاف کے احتجاج کے سلسلے میں ملک بھر میں سکیورٹی کے سخت انتظامات کیے گئے ہیں، وفاقی دارالحکومت کے داخلی و خارجی راستوں کو کنٹینرز لگا کر بند کر دیا گیا جبکہ موٹرویز اور شاہراہوں پر ٹریفک معطل رہی۔ پولیس اور رینجرز کی بھاری نفری تعینات کی گئی اور شہریوں کو غیر ضروری سفر سے گریز کی ہدایت کی گئی۔ حکومت کا کہنا ہے کہ امن و امان برقرار رکھنے کے لیے تمام ضروری اقدامات کیے جائیں گے جبکہ اپوزیشن نے اسے جمہوری حق قرار دیا ہے۔ مختلف شہروں میں موبائل فون سروس جزوی طور پر معطل رہی اور تعلیمی ادارے بند رکھے گئے۔ رہنماؤں کا کہنا تھا کہ احتجاج پرامن ہوگا اور کارکن قانون ہاتھ میں نہیں لیں گے۔: [26, 634, 150, 883]
story-body: تحریک انصاف کے احتجاج کے سلسلے میں ملک بھر میں سکیورٹی کے سخت انتظامات کیے گئے ہیں، وفاقی دارالحکومت کے داخلی و خارجی راستوں کو کنٹینرز لگا کر بند کر دیا گیا جبکہ موٹرویز اور شاہراہوں پر ٹریفک معطل رہی۔ پولیس اور رینجرز کی بھاری نفری تعینات کی گئی اور شہریوں کو غیر ضروری سفر سے گریز کی ہدایت کی گئی۔ حکومت کا کہنا ہے کہ امن و امان برقرار رکھنے کے لیے تمام ضروری اقدامات کیے جائیں گے جبکہ اپوزیشن نے اسے جمہوری حق قرار دیا ہے۔ مختلف شہروں میں موبائل فون سروس جزوی طور پر معطل رہی اور تعلیمی ادارے بند رکھے گئے۔ رہنماؤں کا کہنا تھا کہ احتجاج پرامن ہوگا اور کارکن قانون ہاتھ میں نہیں لیں گے۔: [562, 70, 697, 295]
story-header: [428, 611, 551, 630]
news-story: [707, 853, 839, 1118]
story-number: 17: [672, 822, 696, 840]
story-body: تحریک انصاف کے احتجاج کے سلسلے میں ملک بھر میں سکیورٹی کے سخت انتظامات کیے گئے ہیں، وفاقی دارالحکومت کے داخلی و خارجی راستوں کو کنٹینرز لگا کر بند کر دیا گیا جبکہ موٹرویز اور شاہراہوں پر ٹریفک معطل رہی۔ پولیس اور رینجرز کی بھاری نفری تعینات کی گئی اور شہریوں کو غیر ضروری سفر سے گریز کی ہدایت کی گئی۔ حکومت کا کہنا ہے کہ امن و امان برقرار رکھنے کے لیے تمام ضروری اقدامات کیے جائیں گے جبکہ اپوزیشن نے اسے جمہوری حق قرار دیا ہے۔ مختلف شہروں میں موبائل فون سروس جزوی طور پر معطل رہی اور تعلیمی ادارے بند رکھے گئے۔ رہنماؤں کا کہنا تھا کہ احتجاج پرامن ہوگا اور کارکن قانون ہاتھ میں نہیں لیں گے۔: [294, 1481, 418, 1729]
story-body: تحریک انصاف کے احتجاج کے سلسلے میں ملک بھر میں سکیورٹی کے سخت انتظامات کیے گئے ہیں، وفاقی دارالحکومت کے داخلی و خارجی راستوں کو کنٹینرز لگا کر بند کر دیا گیا جبکہ موٹرویز اور شاہراہوں پر ٹریفک معطل رہی۔ پولیس اور رینجرز کی بھاری نفری تعینات کی گئی اور شہریوں کو غیر ضروری سفر سے گریز کی ہدایت کی گئی۔ حکومت کا کہنا ہے کہ امن و امان برقرار رکھنے کے لیے تمام ضروری اقدامات کیے جائیں گے جبکہ اپوزیشن نے اسے جمہوری حق قرار دیا ہے۔ مختلف شہروں میں موبائل فون سروس جزوی طور پر معطل رہی اور تعلیمی ادارے بند رکھے گئے۔ رہنماؤں کا کہنا تھا کہ احتجاج پرامن ہوگا اور کارکن قانون ہاتھ میں نہیں لیں گے۔: [562, 328, 697, 553]
story-header: [707, 46, 839, 65]
story-title: فائرنگ: [325, 1177, 363, 1191]
story-body: تحریک انصاف کے احتجاج کے سلسلے میں ملک بھر میں سکیورٹی کے سخت انتظامات کیے گئے ہیں، وفاقی دارالحکومت کے داخلی و خارجی راستوں کو کنٹینرز لگا کر بند کر دیا گیا جبکہ موٹرویز اور شاہراہوں پر ٹریفک معطل رہی۔ پولیس اور رینجرز کی بھاری نفری تعینات کی گئی اور شہریوں کو غیر ضروری سفر سے گریز کی ہدایت کی گئی۔ حکومت کا کہنا ہے کہ امن و امان برقرار رکھنے کے لیے تمام ضروری اقدامات کیے جائیں گے جبکہ اپوزیشن نے اسے جمہوری حق قرار دیا ہے۔ مختلف شہروں میں موبائل فون سروس جزوی طور پر معطل رہی اور تعلیمی ادارے بند رکھے گئے۔ رہنماؤں کا کہنا تھا کہ احتجاج پرامن ہوگا اور کارکن قانون ہاتھ میں نہیں لیں گے۔: [849, 2044, 973, 2293]
story-title: کاروباری: [186, 49, 234, 62]
news-story: [160, 2018, 283, 2294]
story-number: 36: [260, 1457, 283, 1475]
news-story: [707, 1124, 839, 1388]
news-story: [850, 1171, 973, 1447]
story-title: مفاہمت: [877, 1459, 921, 1473]
story-header: [562, 563, 697, 582]
story-header: [428, 1174, 551, 1194]
story-number: 19: [527, 47, 550, 64]
story-header: [160, 1739, 283, 1759]
story-body: تحریک انصاف کے احتجاج کے سلسلے میں ملک بھر میں سکیورٹی کے سخت انتظامات کیے گئے ہیں، وفاقی دارالحکومت کے داخلی و خارجی راستوں کو کنٹینرز لگا کر بند کر دیا گیا جبکہ موٹرویز اور شاہراہوں پر ٹریفک معطل رہی۔ پولیس اور رینجرز کی بھاری نفری تعینات کی گئی اور شہریوں کو غیر ضروری سفر سے گریز کی ہدایت کی گئی۔ حکومت کا کہنا ہے کہ امن و امان برقرار رکھنے کے لیے تمام ضروری اقدامات کیے جائیں گے جبکہ اپوزیشن نے اسے جمہوری حق قرار دیا ہے۔ مختلف شہروں میں موبائل فون سروس جزوی طور پر معطل رہی اور تعلیمی ادارے بند رکھے گئے۔ رہنماؤں کا کہنا تھا کہ احتجاج پرامن ہوگا اور کارکن قانون ہاتھ میں نہیں لیں گے۔: [160, 634, 284, 883]
news-story: [295, 1171, 418, 1447]
story-body: تحریک انصاف کے احتجاج کے سلسلے میں ملک بھر میں سکیورٹی کے سخت انتظامات کیے گئے ہیں، وفاقی دارالحکومت کے داخلی و خارجی راستوں کو کنٹینرز لگا کر بند کر دیا گیا جبکہ موٹرویز اور شاہراہوں پر ٹریفک معطل رہی۔ پولیس اور رینجرز کی بھاری نفری تعینات کی گئی اور شہریوں کو غیر ضروری سفر سے گریز کی ہدایت کی گئی۔ حکومت کا کہنا ہے کہ امن و امان برقرار رکھنے کے لیے تمام ضروری اقدامات کیے جائیں گے جبکہ اپوزیشن نے اسے جمہوری حق قرار دیا ہے۔ مختلف شہروں میں موبائل فون سروس جزوی طور پر معطل رہی اور تعلیمی ادارے بند رکھے گئے۔ رہنماؤں کا کہنا تھا کہ احتجاج پرامن ہوگا اور کارکن قانون ہاتھ میں نہیں لیں گے۔: [160, 2327, 284, 2576]
story-number: 26: [393, 329, 417, 346]
story-number: 8: [948, 2022, 972, 2040]
news-story: [562, 560, 697, 812]
story-body: تحریک انصاف کے احتجاج کے سلسلے میں ملک بھر میں سکیورٹی کے سخت انتظامات کیے گئے ہیں، وفاقی دارالحکومت کے داخلی و خارجی راستوں کو کنٹینرز لگا کر بند کر دیا گیا جبکہ موٹرویز اور شاہراہوں پر ٹریفک معطل رہی۔ پولیس اور رینجرز کی بھاری نفری تعینات کی گئی اور شہریوں کو غیر ضروری سفر سے گریز کی ہدایت کی گئی۔ حکومت کا کہنا ہے کہ امن و امان برقرار رکھنے کے لیے تمام ضروری اقدامات کیے جائیں گے جبکہ اپوزیشن نے اسے جمہوری حق قرار دیا ہے۔ مختلف شہروں میں موبائل فون سروس جزوی طور پر معطل رہی اور تعلیمی ادارے بند رکھے گئے۔ رہنماؤں کا کہنا تھا کہ احتجاج پرامن ہوگا اور کارکن قانون ہاتھ میں نہیں لیں گے۔: [26, 1199, 150, 1447]
story-number: 21: [527, 612, 550, 629]
story-number: 15: [672, 305, 696, 323]
story-header: [295, 1174, 418, 1194]
news-story: [26, 325, 149, 601]
story-body: تحریک انصاف کے احتجاج کے سلسلے میں ملک بھر میں سکیورٹی کے سخت انتظامات کیے گئے ہیں، وفاقی دارالحکومت کے داخلی و خارجی راستوں کو کنٹینرز لگا کر بند کر دیا گیا جبکہ موٹرویز اور شاہراہوں پر ٹریفک معطل رہی۔ پولیس اور رینجرز کی بھاری نفری تعینات کی گئی اور شہریوں کو غیر ضروری سفر سے گریز کی ہدایت کی گئی۔ حکومت کا کہنا ہے کہ امن و امان برقرار رکھنے کے لیے تمام ضروری اقدامات کیے جائیں گے جبکہ اپوزیشن نے اسے جمہوری حق قرار دیا ہے۔ مختلف شہروں میں موبائل فون سروس جزوی طور پر معطل رہی اور تعلیمی ادارے بند رکھے گئے۔ رہنماؤں کا کہنا تھا کہ احتجاج پرامن ہوگا اور کارکن قانون ہاتھ میں نہیں لیں گے۔: [26, 1481, 150, 1729]
story-body: تحریک انصاف کے احتجاج کے سلسلے میں ملک بھر میں سکیورٹی کے سخت انتظامات کیے گئے ہیں، وفاقی دارالحکومت کے داخلی و خارجی راستوں کو کنٹینرز لگا کر بند کر دیا گیا جبکہ موٹرویز اور شاہراہوں پر ٹریفک معطل رہی۔ پولیس اور رینجرز کی بھاری نفری تعینات کی گئی اور شہریوں کو غیر ضروری سفر سے گریز کی ہدایت کی گئی۔ حکومت کا کہنا ہے کہ امن و امان برقرار رکھنے کے لیے تمام ضروری اقدامات کیے جائیں گے جبکہ اپوزیشن نے اسے جمہوری حق قرار دیا ہے۔ مختلف شہروں میں موبائل فون سروس جزوی طور پر معطل رہی اور تعلیمی ادارے بند رکھے گئے۔ رہنماؤں کا کہنا تھا کہ احتجاج پرامن ہوگا اور کارکن قانون ہاتھ میں نہیں لیں گے۔: [427, 916, 552, 1165]
story-title: شاہد خاقان گرفتار: [567, 566, 668, 579]
story-number: 6: [948, 1457, 972, 1475]
story-body: تحریک انصاف کے احتجاج کے سلسلے میں ملک بھر میں سکیورٹی کے سخت انتظامات کیے گئے ہیں، وفاقی دارالحکومت کے داخلی و خارجی راستوں کو کنٹینرز لگا کر بند کر دیا گیا جبکہ موٹرویز اور شاہراہوں پر ٹریفک معطل رہی۔ پولیس اور رینجرز کی بھاری نفری تعینات کی گئی اور شہریوں کو غیر ضروری سفر سے گریز کی ہدایت کی گئی۔ حکومت کا کہنا ہے کہ امن و امان برقرار رکھنے کے لیے تمام ضروری اقدامات کیے جائیں گے جبکہ اپوزیشن نے اسے جمہوری حق قرار دیا ہے۔ مختلف شہروں میں موبائل فون سروس جزوی طور پر معطل رہی اور تعلیمی ادارے بند رکھے گئے۔ رہنماؤں کا کہنا تھا کہ احتجاج پرامن ہوگا اور کارکن قانون ہاتھ میں نہیں لیں گے۔: [562, 845, 697, 1070]
story-title: ہیلتھ الرٹ: [588, 1082, 647, 1095]
news-column: [289, 43, 422, 1729]
